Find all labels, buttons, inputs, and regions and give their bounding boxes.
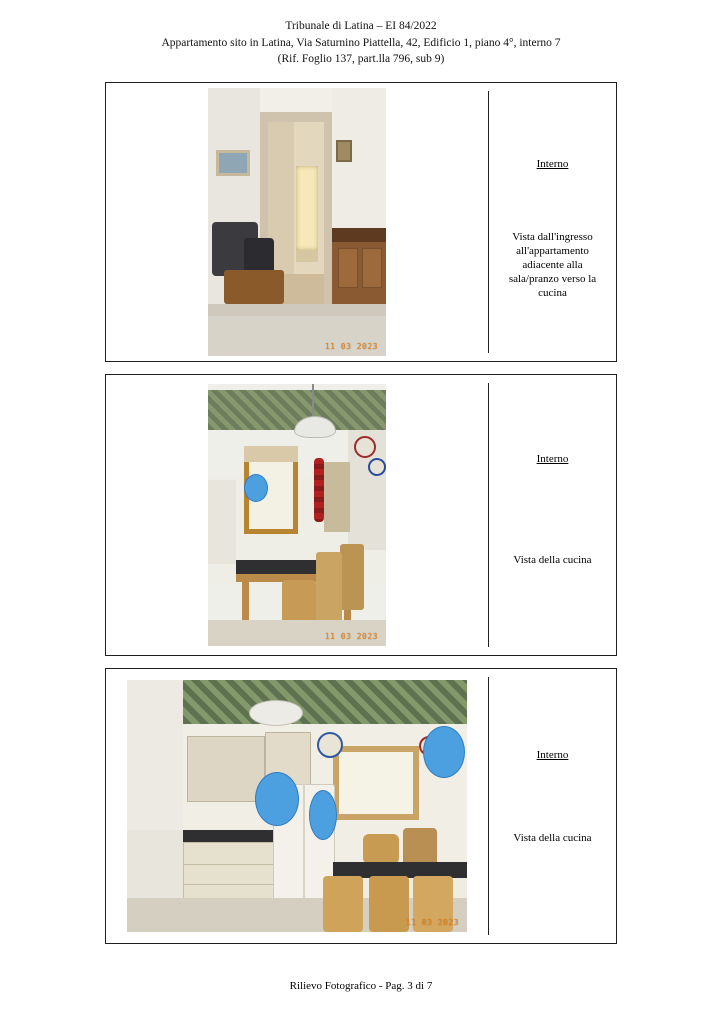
photo-timestamp: 11 03 2023: [324, 342, 378, 352]
photo-block: [105, 668, 617, 944]
document-header: [0, 18, 722, 68]
block-caption: Vista della cucina: [513, 832, 592, 845]
header-line-3: (Rif. Foglio 137, part.lla 796, sub 9): [277, 53, 445, 66]
text-cell: [489, 375, 616, 655]
highlight-blob: [423, 726, 465, 778]
photo-cell: [106, 669, 488, 943]
photo-block: [105, 82, 617, 362]
photo-cell: [106, 375, 488, 655]
highlight-blob: [244, 474, 268, 502]
photo-kitchen-wide: [127, 680, 467, 932]
photo-kitchen-table: [208, 384, 386, 646]
block-caption: Vista della cucina: [513, 554, 592, 567]
photo-block: [105, 374, 617, 656]
highlight-blob: [255, 772, 299, 826]
block-title: Interno: [536, 158, 569, 171]
document-footer: Rilievo Fotografico - Pag. 3 di 7: [289, 980, 433, 992]
photo-timestamp: 11 03 2023: [405, 918, 459, 928]
photo-cell: [106, 83, 488, 361]
photo-corridor-view: [208, 88, 386, 356]
block-title: Interno: [536, 749, 569, 762]
photo-blocks: [105, 82, 617, 944]
header-line-1: Tribunale di Latina – EI 84/2022: [285, 20, 437, 32]
highlight-blob: [309, 790, 337, 840]
photo-timestamp: 11 03 2023: [324, 632, 378, 642]
block-caption: Vista dall'ingresso all'appartamento adiacente alla sala/pranzo verso la cucina: [508, 231, 597, 300]
text-cell: [489, 83, 616, 361]
block-title: Interno: [536, 453, 569, 466]
header-line-2: Appartamento sito in Latina, Via Saturnino Piattella, 42, Edificio 1, piano 4°, interno 7: [161, 36, 561, 49]
text-cell: [489, 669, 616, 943]
